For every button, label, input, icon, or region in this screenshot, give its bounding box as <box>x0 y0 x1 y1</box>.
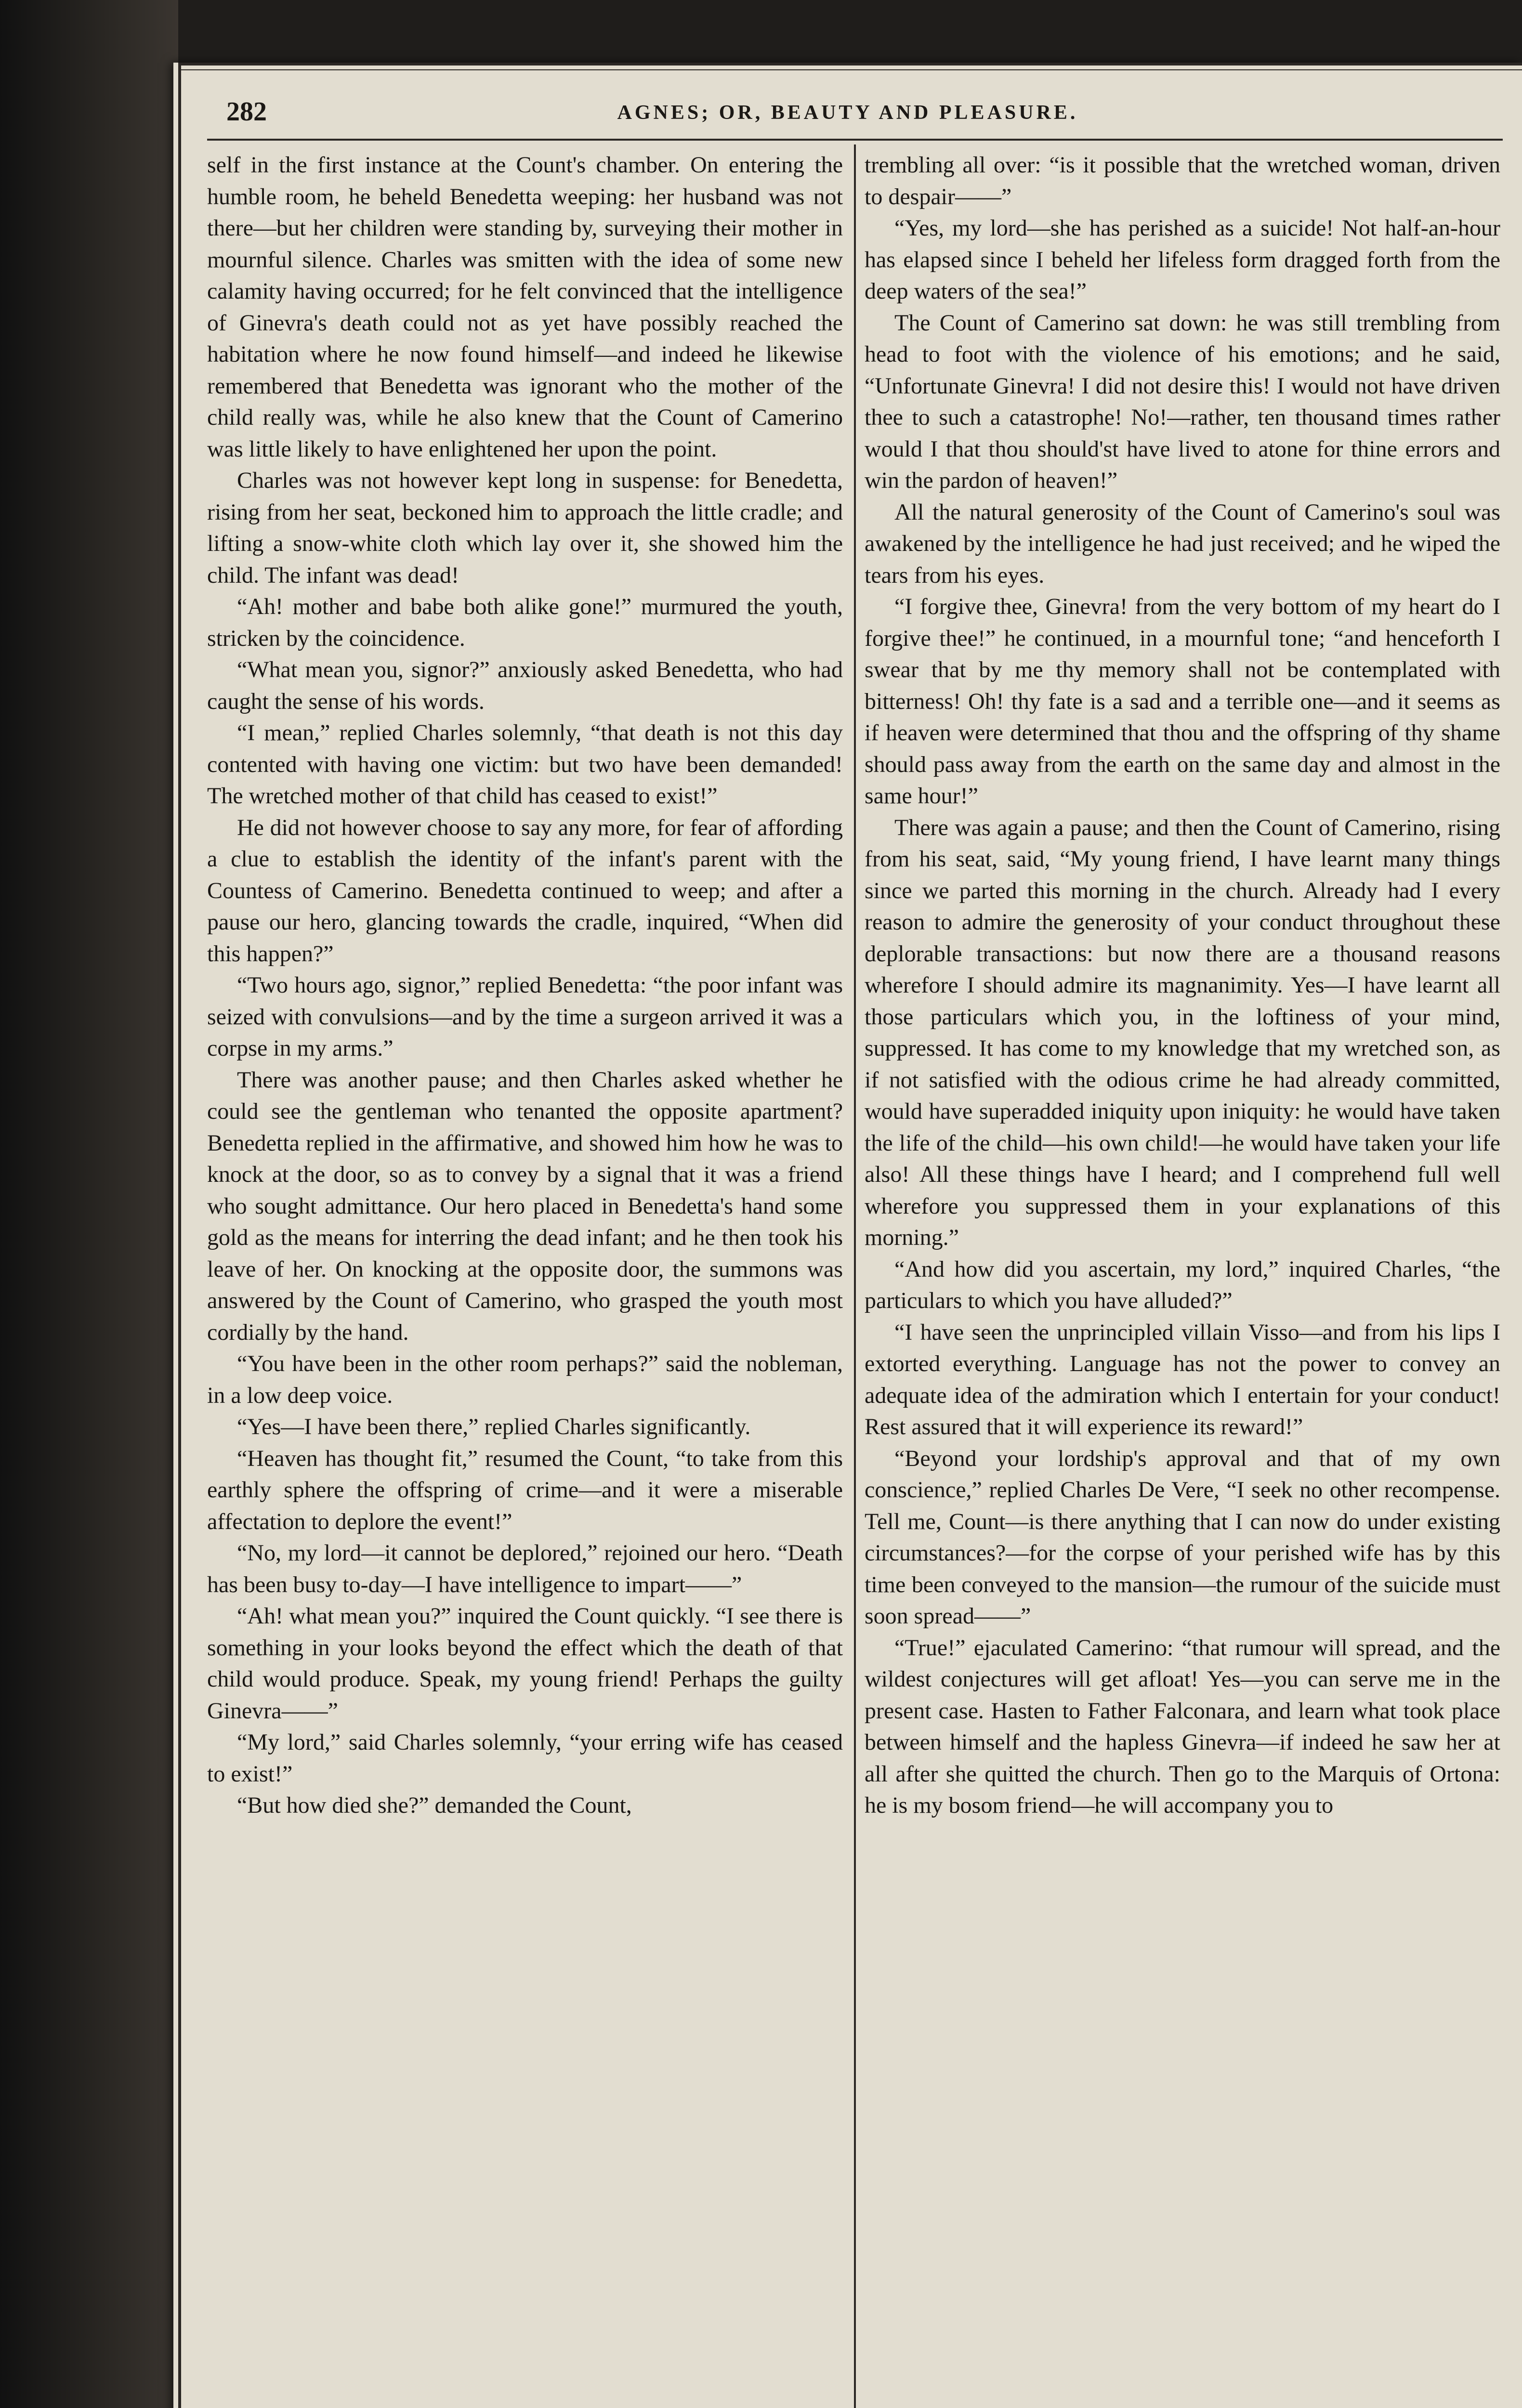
paragraph: There was again a pause; and then the Count of Camerino, rising from his seat, said, “My young friend, I have learnt many things since we parted this morning in the church. Already had I every reason to admire the generosity of your conduct throughout these deplorable transactions: but now there are a thousand reasons wherefore I should admire its magnanimity. Yes—I have learnt all those particulars which you, in the loftiness of your mind, suppressed. It has come to my knowledge that my wretched son, as if not satisfied with the odious crime he had already committed, would have superadded iniquity upon iniquity: he would have taken the life of the child—his own child!—he would have taken your life also! All these things have I heard; and I comprehend full well wherefore you suppressed them in your explanations of this morning.” <box>865 814 1500 1250</box>
paragraph: “I forgive thee, Ginevra! from the very bottom of my heart do I forgive thee!” he continued, in a mournful tone; “and henceforth I swear that by me thy memory shall not be contemplated with bitterness! Oh! thy fate is a sad and a terrible one—and it seems as if heaven were determined that thou and the offspring of thy shame should pass away from the earth on the same day and almost in the same hour!” <box>865 594 1500 809</box>
left-border-rule <box>178 63 181 2408</box>
paragraph: The Count of Camerino sat down: he was still trembling from head to foot with the violence of his emotions; and he said, “Unfortunate Ginevra! I did not desire this! I would not have driven thee to such a catastrophe! No!—rather, ten thousand times rather would I that thou should'st have lived to atone for thine errors and win the pardon of heaven!” <box>865 310 1500 493</box>
running-title: AGNES; OR, BEAUTY AND PLEASURE. <box>617 102 1078 124</box>
paragraph: self in the first instance at the Count's chamber. On entering the humble room, he beheld Benedetta weeping: her husband was not there—but her children were standing by, surveying their mother in mournful silence. Charles was smitten with the idea of some new calamity having occurred; for he felt convinced that the intelligence of Ginevra's death could not as yet have possibly reached the habitation where he now found himself—and indeed he likewise remembered that Benedetta was ignorant who the mother of the child really was, while he also knew that the Count of Camerino was little likely to have enlightened her upon the point. <box>207 152 843 462</box>
top-border-rule <box>178 63 1522 70</box>
header-rule <box>207 139 1503 141</box>
paragraph: “And how did you ascertain, my lord,” inquired Charles, “the particulars to which you have alluded?” <box>865 1256 1500 1313</box>
paragraph: “I have seen the unprincipled villain Visso—and from his lips I extorted everything. Language has not the power to convey an adequate idea of the admiration which I entertain for your conduct! Rest assured that it will experience its reward!” <box>865 1319 1500 1440</box>
paragraph: There was another pause; and then Charles asked whether he could see the gentleman who tenanted the opposite apartment? Benedetta replied in the affirmative, and showed him how he was to knock at the door, so as to convey by a signal that it was a friend who sought admittance. Our hero placed in Benedetta's hand some gold as the means for interring the dead infant; and he then took his leave of her. On knocking at the opposite door, the summons was answered by the Count of Camerino, who grasped the youth most cordially by the hand. <box>207 1067 843 1345</box>
paragraph: “Yes—I have been there,” replied Charles significantly. <box>237 1414 751 1440</box>
paragraph: “True!” ejaculated Camerino: “that rumour will spread, and the wildest conjectures will get afloat! Yes—you can serve me in the present case. Hasten to Father Falconara, and learn what took place between himself and the hapless Ginevra—if indeed he saw her at all after she quitted the church. Then go to the Marquis of Ortona: he is my bosom friend—he will accompany you to <box>865 1635 1500 1818</box>
paragraph: “Two hours ago, signor,” replied Benedetta: “the poor infant was seized with convulsions—and by the time a surgeon arrived it was a corpse in my arms.” <box>207 972 843 1061</box>
right-text-column <box>865 149 1500 1821</box>
paragraph: He did not however choose to say any more, for fear of affording a clue to establish the identity of the infant's parent with the Countess of Camerino. Benedetta continued to weep; and after a pause our hero, glancing towards the cradle, inquired, “When did this happen?” <box>207 814 843 967</box>
page-number: 282 <box>226 97 267 127</box>
paragraph: “Yes, my lord—she has perished as a suicide! Not half-an-hour has elapsed since I beheld her lifeless form dragged forth from the deep waters of the sea!” <box>865 215 1500 304</box>
scan-background <box>0 0 178 2408</box>
paragraph: “No, my lord—it cannot be deplored,” rejoined our hero. “Death has been busy to-day—I have intelligence to impart——” <box>207 1540 843 1597</box>
paragraph: “Beyond your lordship's approval and that of my own conscience,” replied Charles De Vere, “I seek no other recompense. Tell me, Count—is there anything that I can now do under existing circumstances?—for the corpse of your perished wife has by this time been conveyed to the mansion—the rumour of the suicide must soon spread——” <box>865 1445 1500 1629</box>
paragraph: “But how died she?” demanded the Count, <box>237 1793 632 1818</box>
paragraph: “Heaven has thought fit,” resumed the Count, “to take from this earthly sphere the offspring of crime—and it were a miserable affectation to deplore the event!” <box>207 1445 843 1534</box>
paragraph: “My lord,” said Charles solemnly, “your erring wife has ceased to exist!” <box>207 1729 843 1787</box>
paragraph: All the natural generosity of the Count of Camerino's soul was awakened by the intelligence he had just received; and he wiped the tears from his eyes. <box>865 499 1500 588</box>
paragraph: trembling all over: “is it possible that the wretched woman, driven to despair——” <box>865 152 1500 209</box>
paragraph: “Ah! mother and babe both alike gone!” murmured the youth, stricken by the coincidence. <box>207 594 843 651</box>
paragraph: “You have been in the other room perhaps?” said the nobleman, in a low deep voice. <box>207 1351 843 1408</box>
paragraph: “I mean,” replied Charles solemnly, “that death is not this day contented with having one victim: but two have been demanded! The wretched mother of that child has ceased to exist!” <box>207 720 843 809</box>
book-page <box>173 63 1522 2408</box>
paragraph: “Ah! what mean you?” inquired the Count quickly. “I see there is something in your looks beyond the effect which the death of that child would produce. Speak, my young friend! Perhaps the guilty Ginevra——” <box>207 1603 843 1724</box>
left-text-column <box>207 149 843 1821</box>
paragraph: Charles was not however kept long in suspense: for Benedetta, rising from her seat, beckoned him to approach the little cradle; and lifting a snow-white cloth which lay over it, she showed him the child. The infant was dead! <box>207 468 843 588</box>
paragraph: “What mean you, signor?” anxiously asked Benedetta, who had caught the sense of his words. <box>207 657 843 714</box>
column-divider <box>854 144 856 2408</box>
